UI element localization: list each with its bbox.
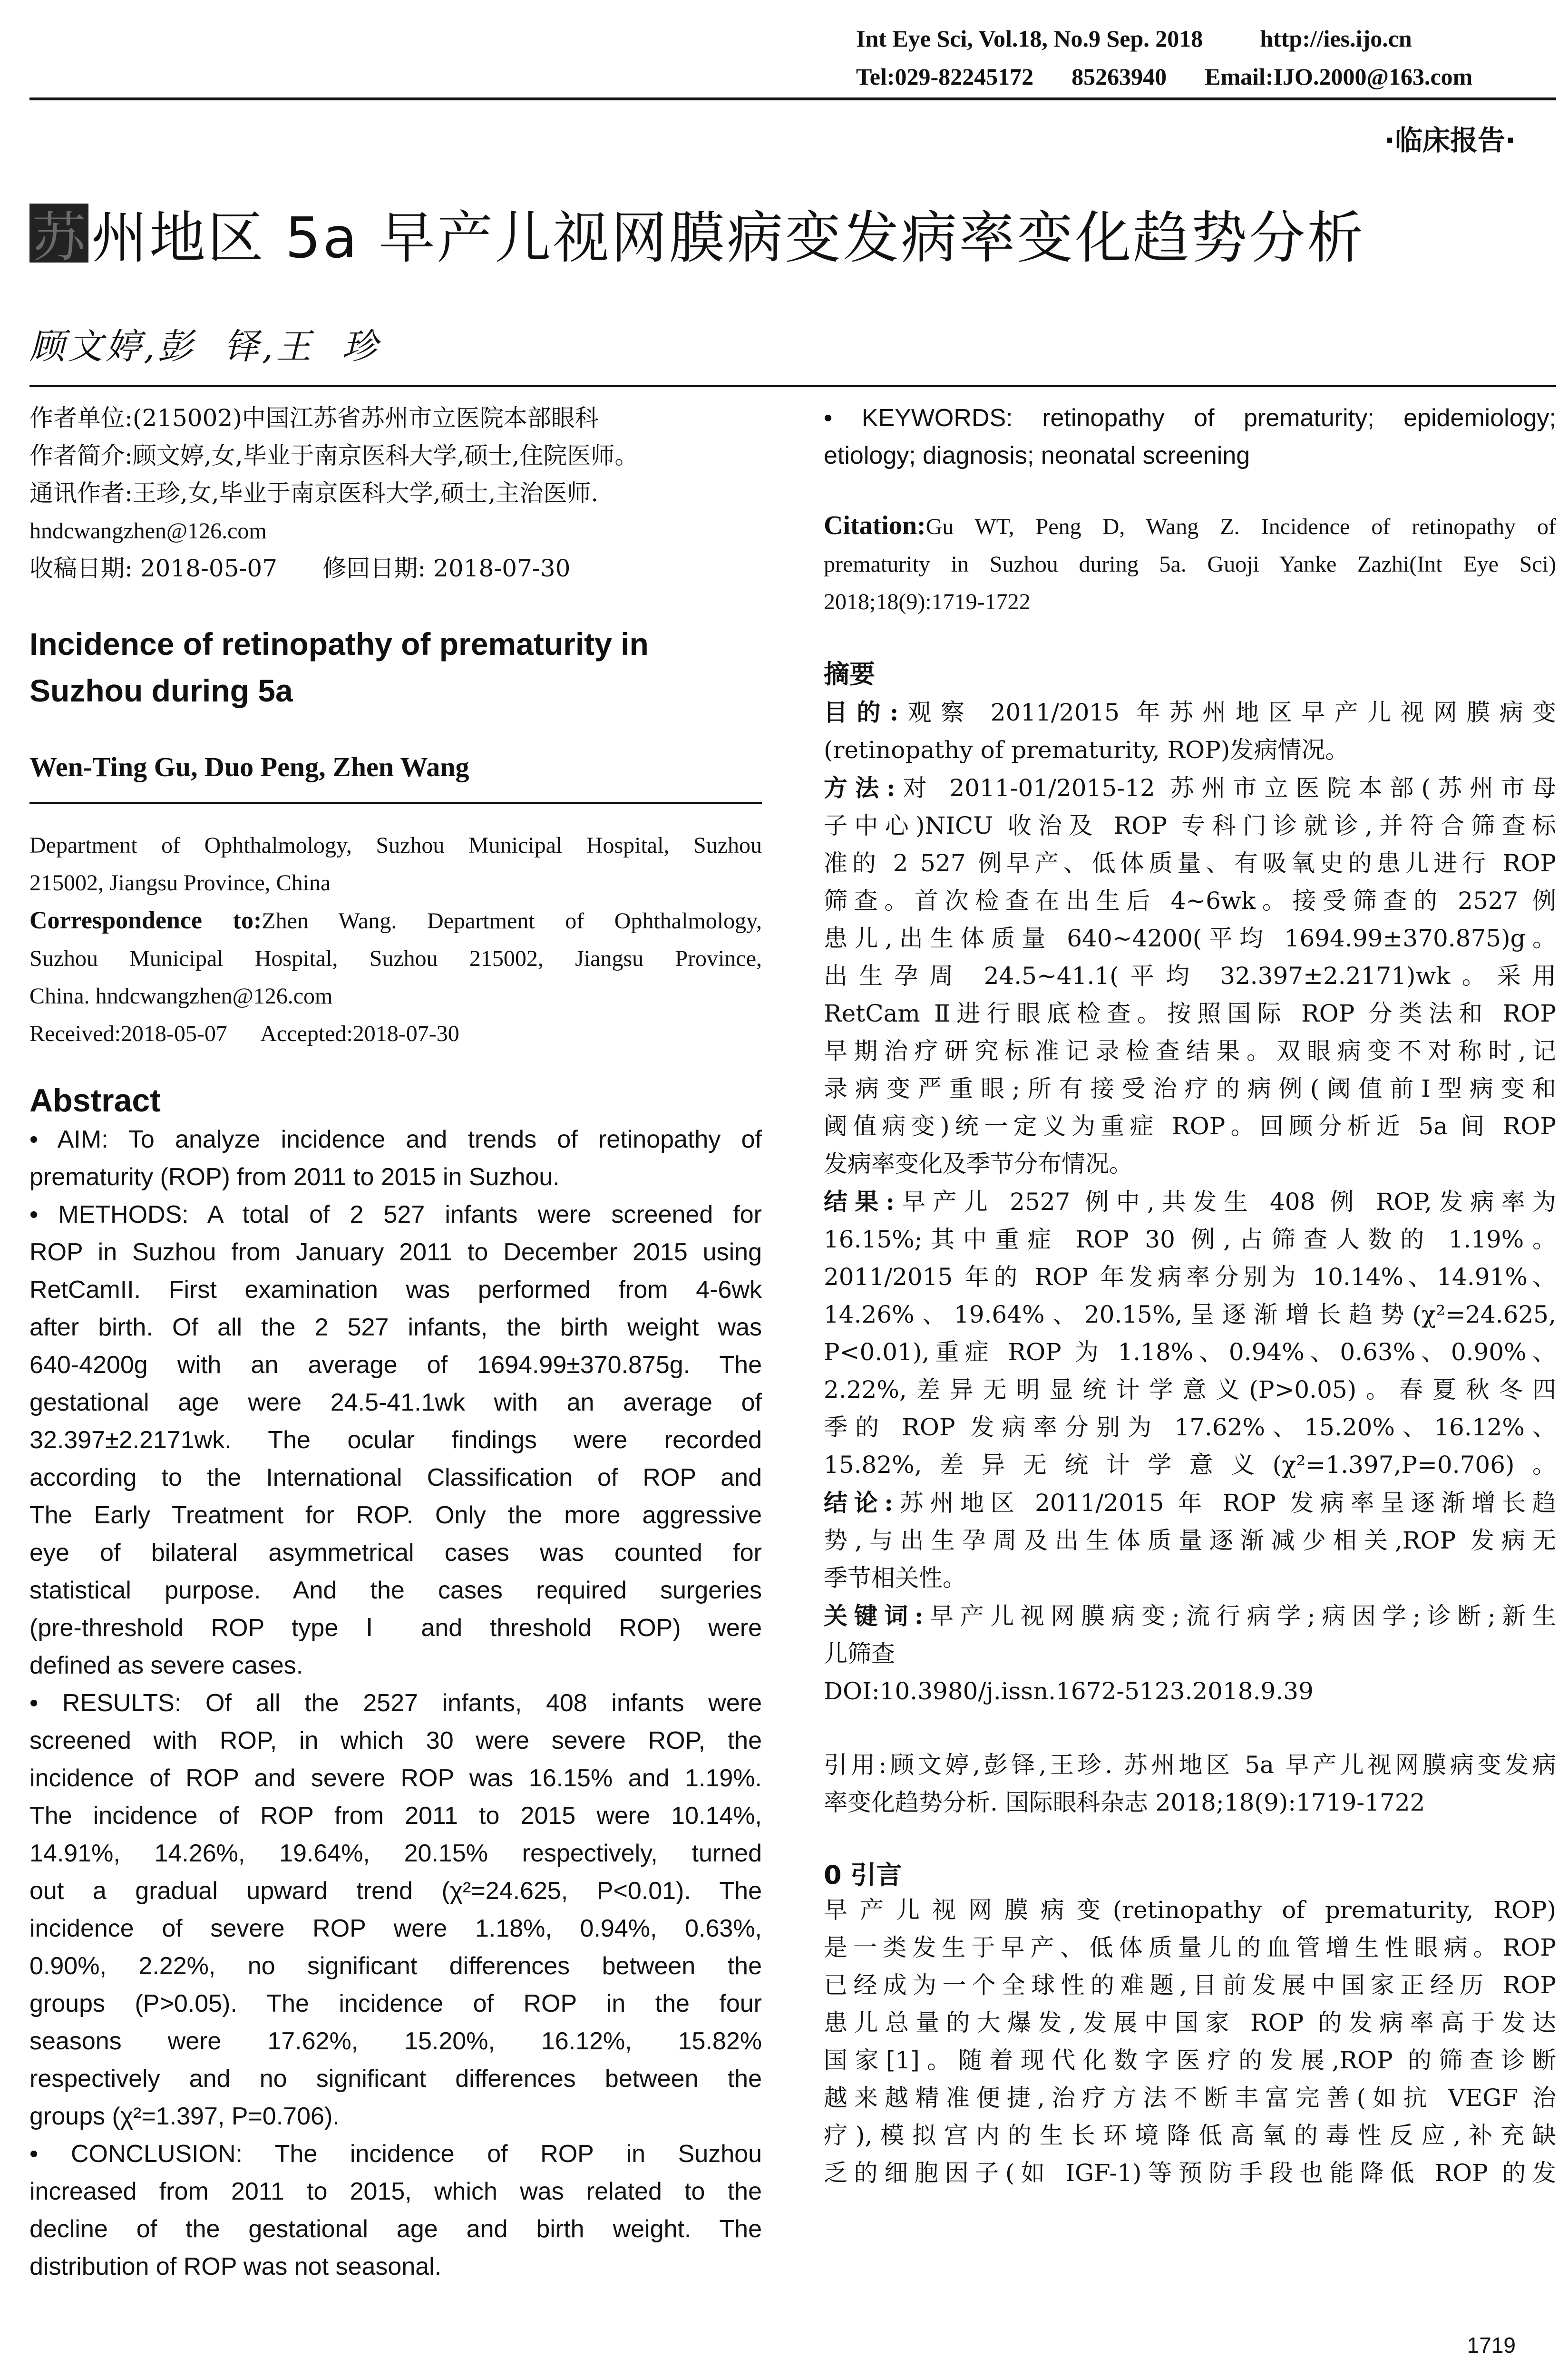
cn-abstract-body-line — [824, 693, 1556, 731]
abstract-body-line: incidence of severe ROP were 1.18%, 0.94%, 0.63%, — [29, 1915, 762, 1942]
abstract-body-line: respectively and no significant differences between the — [29, 2065, 762, 2093]
header-rule — [29, 97, 1556, 100]
department-block — [29, 827, 762, 1052]
cn-abstract-body-line: 季的 ROP 发病率分别为 17.62%、15.20%、16.12%、 — [824, 1413, 1556, 1441]
journal-citation: Int Eye Sci, Vol.18, No.9 Sep. 2018 — [856, 25, 1203, 52]
correspondence-label: Correspondence to: — [29, 907, 262, 934]
citation-block — [824, 507, 1556, 621]
abstract-body-line: statistical purpose. And the cases required surgeries — [29, 1577, 762, 1604]
intro-body-line: 乏的细胞因子(如 IGF-1)等预防手段也能降低 ROP 的发 — [824, 2159, 1556, 2187]
abstract-body-line: groups (χ²=1.397, P=0.706). — [29, 2103, 340, 2130]
cn-abstract-body-line — [824, 1597, 1556, 1635]
abstract-body-line: prematurity (ROP) from 2011 to 2015 in Suzhou. — [29, 1163, 560, 1191]
affil-line: 通讯作者:王珍,女,毕业于南京医科大学,硕士,主治医师. — [29, 479, 599, 507]
abstract-body-line: screened with ROP, in which 30 were severe ROP, the — [29, 1727, 762, 1754]
cn-abstract-body-line: RetCam Ⅱ进行眼底检查。按照国际 ROP 分类法和 ROP — [824, 1000, 1556, 1027]
abstract-lead-label: 结论: — [824, 1489, 893, 1517]
cn-abstract-body-line: 发病率变化及季节分布情况。 — [824, 1150, 1133, 1178]
correspondence-line — [29, 902, 762, 940]
cn-abstract-body-line: 15.82%,差异无统计学意义(χ²=1.397,P=0.706)。 — [824, 1451, 1556, 1479]
english-title — [29, 621, 762, 714]
abstract-body-line: seasons were 17.62%, 15.20%, 16.12%, 15.82% — [29, 2027, 762, 2055]
citation-label: Citation: — [824, 511, 926, 540]
received-dates-en: Received:2018-05-07 Accepted:2018-07-30 — [29, 1021, 459, 1046]
abstract-lead-text: 早产儿视网膜病变;流行病学;病因学;诊断;新生 — [923, 1602, 1556, 1630]
received-dates-cn: 收稿日期: 2018-05-07 修回日期: 2018-07-30 — [29, 555, 571, 582]
intro-body-line: 已经成为一个全球性的难题,目前发展中国家正经历 ROP — [824, 1971, 1556, 1999]
left-column — [29, 399, 762, 2286]
abstract-body-line: • RESULTS: Of all the 2527 infants, 408 infants were — [29, 1689, 762, 1717]
keywords-line: • KEYWORDS: retinopathy of prematurity; epidemiology; — [824, 404, 1556, 432]
abstract-body-line: • METHODS: A total of 2 527 infants were screened for — [29, 1201, 762, 1228]
abstract-lead-text: 苏州地区 2011/2015 年 ROP 发病率呈逐渐增长趋 — [893, 1489, 1556, 1517]
intro-body-line: 越来越精准便捷,治疗方法不断丰富完善(如抗 VEGF 治 — [824, 2084, 1556, 2112]
abstract-body-line: 0.90%, 2.22%, no significant differences between the — [29, 1952, 762, 1980]
abstract-body-line: eye of bilateral asymmetrical cases was counted for — [29, 1539, 762, 1567]
intro-body-line: 早产儿视网膜病变(retinopathy of prematurity, ROP) — [824, 1896, 1556, 1924]
english-title-line: Incidence of retinopathy of prematurity in — [29, 626, 649, 662]
abstract-lead-label: 方法: — [824, 774, 896, 802]
title-first-char-highlight: 苏 — [29, 204, 88, 263]
abstract-body-line: increased from 2011 to 2015, which was related to the — [29, 2178, 762, 2205]
english-authors: Wen-Ting Gu, Duo Peng, Zhen Wang — [29, 751, 469, 782]
intro-body-line: 患儿总量的大爆发,发展中国家 ROP 的发病率高于发达 — [824, 2009, 1556, 2036]
journal-email[interactable]: Email:IJO.2000@163.com — [1205, 63, 1473, 90]
article-title — [29, 200, 1551, 271]
abstract-body-line: The incidence of ROP from 2011 to 2015 were 10.14%, — [29, 1802, 762, 1830]
cite-cn-block — [824, 1746, 1556, 1822]
cn-abstract-body-line: 儿筛查 — [824, 1640, 895, 1667]
authors-rule — [29, 802, 762, 804]
keywords-block — [824, 399, 1556, 475]
cn-abstract-body-line: 子中心)NICU 收治及 ROP 专科门诊就诊,并符合筛查标 — [824, 812, 1556, 839]
abstract-body-line: • CONCLUSION: The incidence of ROP in Suzhou — [29, 2140, 762, 2168]
intro-body-line: 国家[1]。随着现代化数字医疗的发展,ROP 的筛查诊断 — [824, 2046, 1556, 2074]
cn-abstract-body-line: 筛查。首次检查在出生后 4~6wk。接受筛查的 2527 例 — [824, 887, 1556, 915]
authors-chinese: 顾文婷,彭 铎,王 珍 — [29, 326, 380, 367]
abstract-body-line: gestational age were 24.5-41.1wk with an average of — [29, 1389, 762, 1416]
journal-tel2: 85263940 — [1071, 63, 1167, 90]
cn-abstract-body-line: P<0.01),重症 ROP 为 1.18%、0.94%、0.63%、0.90%、 — [824, 1338, 1556, 1366]
abstract-body-line: (pre-threshold ROP type Ⅰ and threshold ROP) were — [29, 1614, 762, 1642]
affil-email[interactable]: hndcwangzhen@126.com — [29, 518, 267, 544]
cn-abstract-body-line — [824, 769, 1556, 807]
cn-abstract-body-line: 患儿,出生体质量 640~4200(平均 1694.99±370.875)g。 — [824, 925, 1556, 952]
affil-line: 作者单位:(215002)中国江苏省苏州市立医院本部眼科 — [29, 404, 599, 432]
abstract-heading: Abstract — [29, 1082, 161, 1119]
cn-abstract-body-line: 准的 2 527 例早产、低体质量、有吸氧史的患儿进行 ROP — [824, 849, 1556, 877]
journal-header-line1 — [856, 25, 1555, 52]
cn-abstract-body-line: 14.26%、19.64%、20.15%,呈逐渐增长趋势(χ²=24.625, — [824, 1301, 1556, 1328]
cn-abstract-body-line: 早期治疗研究标准记录检查结果。双眼病变不对称时,记 — [824, 1037, 1556, 1065]
english-title-line: Suzhou during 5a — [29, 673, 293, 708]
abstract-lead-label: 结果: — [824, 1188, 895, 1216]
cn-abstract-body-line — [824, 1183, 1556, 1221]
intro-body-line: 是一类发生于早产、低体质量儿的血管增生性眼病。ROP — [824, 1934, 1556, 1961]
journal-tel: Tel:029-82245172 — [856, 63, 1034, 90]
abstract-lead-text: 观察 2011/2015 年苏州地区早产儿视网膜病变 — [898, 699, 1556, 726]
abstract-body-line: 32.397±2.2171wk. The ocular findings were recorded — [29, 1426, 762, 1454]
cn-abstract-body-line: 2.22%,差异无明显统计学意义(P>0.05)。春夏秋冬四 — [824, 1376, 1556, 1403]
abstract-body-line: 14.91%, 14.26%, 19.64%, 20.15% respectively, turned — [29, 1840, 762, 1867]
correspondence-line: Suzhou Municipal Hospital, Suzhou 215002, Jiangsu Province, — [29, 946, 762, 971]
abstract-lead-label: 关键词: — [824, 1602, 924, 1630]
abstract-body-line: according to the International Classification of ROP and — [29, 1464, 762, 1491]
abstract-body — [29, 1121, 762, 2286]
abstract-lead-text: 对 2011-01/2015-12 苏州市立医院本部(苏州市母 — [895, 774, 1556, 802]
affil-line: 作者简介:顾文婷,女,毕业于南京医科大学,硕士,住院医师。 — [29, 442, 639, 469]
dept-line: Department of Ophthalmology, Suzhou Municipal Hospital, Suzhou — [29, 833, 762, 858]
cn-abstract-body-line: 录病变严重眼;所有接受治疗的病例(阈值前Ⅰ型病变和 — [824, 1075, 1556, 1102]
abstract-body-line: incidence of ROP and severe ROP was 16.15% and 1.19%. — [29, 1764, 762, 1792]
section-tag: ·临床报告· — [1384, 124, 1516, 156]
abstract-body-line: decline of the gestational age and birth weight. The — [29, 2215, 762, 2243]
abstract-lead-text: 早产儿 2527 例中,共发生 408 例 ROP,发病率为 — [894, 1188, 1556, 1216]
page-number: 1719 — [1467, 2333, 1516, 2358]
abstract-body-line: defined as severe cases. — [29, 1652, 303, 1679]
abstract-body-line: RetCamII. First examination was performed from 4-6wk — [29, 1276, 762, 1304]
journal-header-line2 — [856, 63, 1555, 90]
citation-line: prematurity in Suzhou during 5a. Guoji Yanke Zazhi(Int Eye Sci) — [824, 552, 1556, 577]
abstract-lead-label: 目的: — [824, 698, 899, 726]
cn-abstract-body-line: (retinopathy of prematurity, ROP)发病情况。 — [824, 736, 1349, 764]
right-column — [824, 399, 1556, 2192]
cite-cn-line: 引用:顾文婷,彭铎,王珍. 苏州地区 5a 早产儿视网膜病变发病 — [824, 1751, 1556, 1779]
citation-text: Gu WT, Peng D, Wang Z. Incidence of retinopathy of — [925, 514, 1556, 539]
correspondence-text: Zhen Wang. Department of Ophthalmology, — [262, 908, 762, 934]
cn-abstract-body-line: 出生孕周 24.5~41.1(平均 32.397±2.2171)wk。采用 — [824, 962, 1556, 990]
intro-body — [824, 1891, 1556, 2192]
journal-url[interactable]: http://ies.ijo.cn — [1260, 25, 1412, 52]
cn-abstract-body-line: 16.15%;其中重症 ROP 30 例,占筛查人数的 1.19%。 — [824, 1226, 1556, 1253]
keywords-line: etiology; diagnosis; neonatal screening — [824, 442, 1250, 469]
cn-abstract-heading: 摘要 — [824, 659, 875, 689]
citation-line: 2018;18(9):1719-1722 — [824, 589, 1031, 614]
abstract-body-line: after birth. Of all the 2 527 infants, the birth weight was — [29, 1314, 762, 1341]
cn-abstract-body-line — [824, 1484, 1556, 1522]
cite-cn-line: 率变化趋势分析. 国际眼科杂志 2018;18(9):1719-1722 — [824, 1789, 1425, 1816]
abstract-body-line: distribution of ROP was not seasonal. — [29, 2253, 442, 2280]
abstract-body-line: The Early Treatment for ROP. Only the more aggressive — [29, 1501, 762, 1529]
cn-abstract-body-line: 季节相关性。 — [824, 1564, 966, 1592]
title-text: 州地区 5a 早产儿视网膜病变发病率变化趋势分析 — [91, 205, 1365, 271]
correspondence-line: China. hndcwangzhen@126.com — [29, 984, 333, 1009]
abstract-body-line: ROP in Suzhou from January 2011 to December 2015 using — [29, 1238, 762, 1266]
citation-line — [824, 507, 1556, 546]
intro-body-line: 疗),模拟宫内的生长环境降低高氧的毒性反应,补充缺 — [824, 2122, 1556, 2149]
affiliation-block — [29, 399, 762, 587]
cn-abstract-body-line: 阈值病变)统一定义为重症 ROP。回顾分析近 5a 间 ROP — [824, 1112, 1556, 1140]
cn-abstract-body-line: 2011/2015 年的 ROP 年发病率分别为 10.14%、14.91%、 — [824, 1263, 1556, 1291]
cn-abstract-body-line: 势,与出生孕周及出生体质量逐渐减少相关,ROP 发病无 — [824, 1527, 1556, 1554]
abstract-body-line: • AIM: To analyze incidence and trends of retinopathy of — [29, 1126, 762, 1153]
cn-abstract-body — [824, 693, 1556, 1710]
intro-heading: 0 引言 — [824, 1860, 902, 1890]
dept-line: 215002, Jiangsu Province, China — [29, 870, 331, 896]
abstract-body-line: out a gradual upward trend (χ²=24.625, P<0.01). The — [29, 1877, 762, 1905]
cn-abstract-body-line: DOI:10.3980/j.issn.1672-5123.2018.9.39 — [824, 1677, 1314, 1705]
title-rule — [29, 385, 1556, 387]
abstract-body-line: 640-4200g with an average of 1694.99±370.875g. The — [29, 1351, 762, 1379]
abstract-body-line: groups (P>0.05). The incidence of ROP in the four — [29, 1990, 762, 2017]
